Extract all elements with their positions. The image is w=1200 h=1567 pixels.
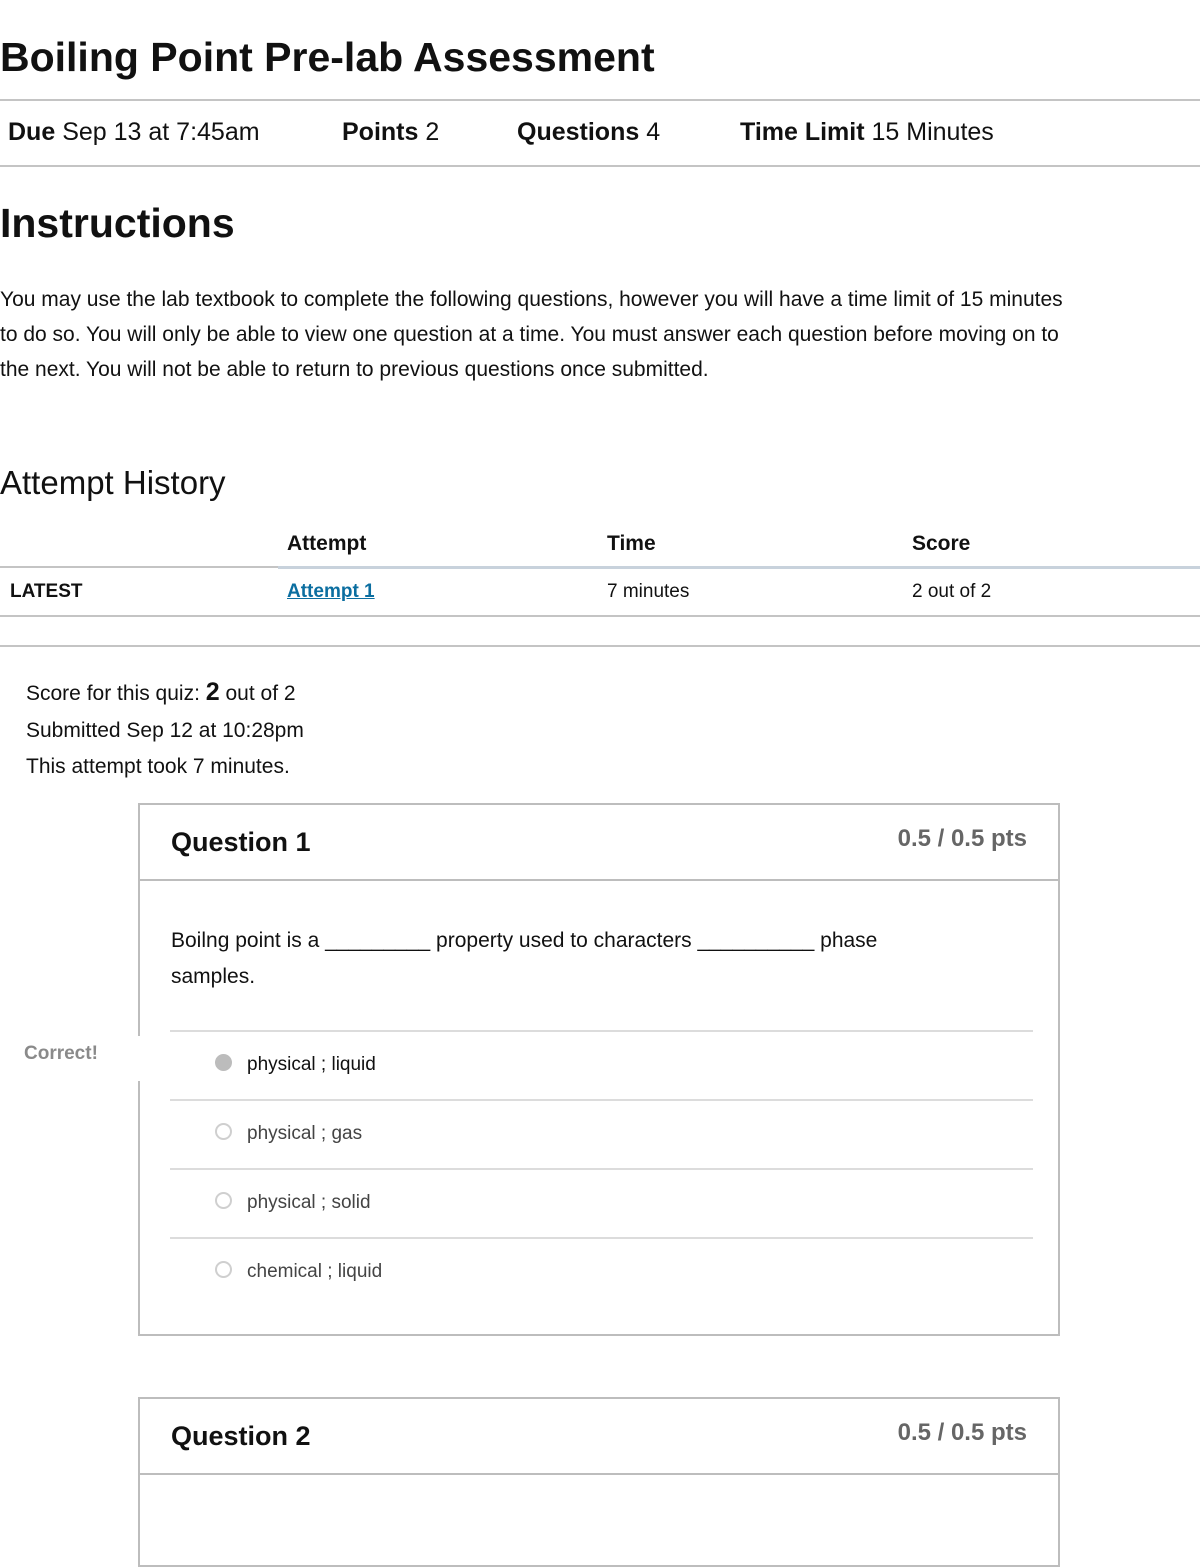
points-value: 2	[425, 118, 440, 146]
table-row-divider	[0, 615, 1200, 617]
due-value: Sep 13 at 7:45am	[62, 118, 260, 146]
radio-button[interactable]	[215, 1192, 232, 1209]
time-limit-value: 15 Minutes	[871, 118, 994, 146]
radio-button[interactable]	[215, 1261, 232, 1278]
question-points: 0.5 / 0.5 pts	[897, 1419, 1027, 1446]
quiz-meta-bar	[0, 118, 1200, 152]
questions-value: 4	[646, 118, 661, 146]
score-suffix: out of 2	[225, 682, 296, 705]
submitted-date: Submitted Sep 12 at 10:28pm	[26, 719, 304, 742]
question-2-card	[138, 1397, 1060, 1567]
correct-answer-tag: Correct!	[24, 1043, 98, 1064]
attempt-time: 7 minutes	[607, 581, 690, 602]
question-header	[140, 1399, 1058, 1475]
divider	[0, 99, 1200, 101]
instructions-line: the next. You will not be able to return to previous questions once submitted.	[0, 358, 709, 381]
points-label: Points	[342, 118, 419, 146]
score-prefix: Score for this quiz:	[26, 682, 200, 705]
divider	[0, 165, 1200, 167]
instructions-text	[0, 282, 1200, 387]
question-points: 0.5 / 0.5 pts	[897, 825, 1027, 852]
radio-button-selected[interactable]	[215, 1054, 232, 1071]
due-label: Due	[8, 118, 56, 146]
instructions-line: You may use the lab textbook to complete the following questions, however you will have a time limit of 15 minutes	[0, 288, 1063, 311]
questions-info	[517, 118, 660, 147]
instructions-line: to do so. You will only be able to view one question at a time. You must answer each question before moving on to	[0, 323, 1059, 346]
answer-label: chemical ; liquid	[247, 1261, 383, 1282]
answer-option-4[interactable]	[170, 1237, 1033, 1308]
due-info	[8, 118, 260, 147]
question-title: Question 1	[171, 827, 311, 857]
answer-option-1[interactable]	[170, 1030, 1033, 1101]
question-title: Question 2	[171, 1421, 311, 1451]
answer-label: physical ; solid	[247, 1192, 371, 1213]
quiz-score	[26, 678, 296, 707]
question-1-card	[138, 803, 1060, 1336]
answer-option-3[interactable]	[170, 1168, 1033, 1239]
column-header-time: Time	[607, 532, 656, 555]
active-row-indicator	[278, 566, 1200, 569]
column-header-score: Score	[912, 532, 971, 555]
attempt-duration: This attempt took 7 minutes.	[26, 755, 290, 778]
question-text-line: samples.	[171, 965, 256, 988]
attempt-history-heading: Attempt History	[0, 464, 226, 501]
answer-label: physical ; gas	[247, 1123, 363, 1144]
column-header-attempt: Attempt	[287, 532, 367, 555]
answer-option-2[interactable]	[170, 1099, 1033, 1170]
page-title: Boiling Point Pre-lab Assessment	[0, 34, 655, 80]
question-text	[171, 923, 991, 995]
time-limit-info	[740, 118, 994, 147]
questions-label: Questions	[517, 118, 640, 146]
points-info	[342, 118, 439, 147]
divider	[0, 645, 1200, 647]
instructions-heading: Instructions	[0, 200, 235, 246]
score-value: 2	[205, 678, 220, 706]
answer-label: physical ; liquid	[247, 1054, 376, 1075]
radio-button[interactable]	[215, 1123, 232, 1140]
question-header	[140, 805, 1058, 881]
time-limit-label: Time Limit	[740, 118, 865, 146]
correct-indicator-notch	[131, 1036, 145, 1081]
question-text-line: Boilng point is a _________ property used to characters __________ phase	[171, 929, 878, 952]
latest-badge: LATEST	[10, 581, 83, 602]
attempt-1-link[interactable]: Attempt 1	[287, 581, 375, 602]
attempt-score: 2 out of 2	[912, 581, 992, 602]
